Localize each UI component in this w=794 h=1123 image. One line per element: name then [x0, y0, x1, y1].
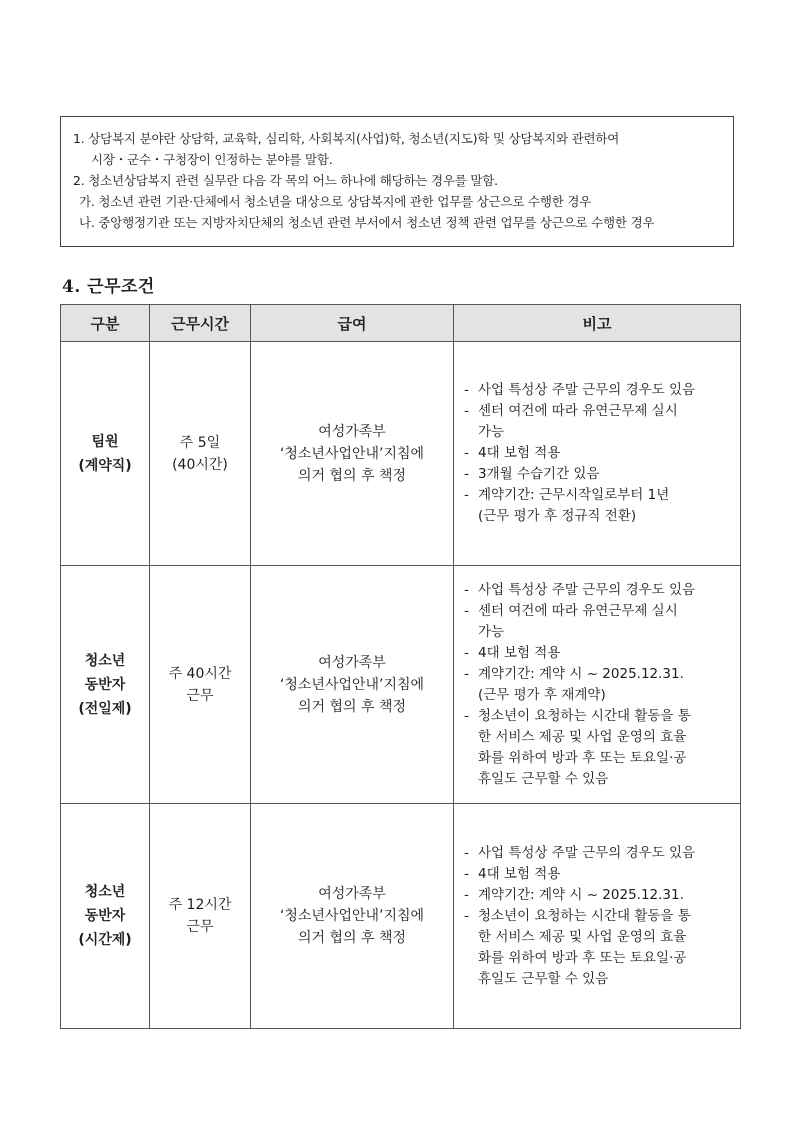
cell-role	[61, 804, 150, 1029]
remarks-list	[462, 380, 732, 527]
remark-line: - 계약기간: 계약 시 ~ 2025.12.31.	[478, 886, 684, 903]
remark-item	[462, 664, 732, 706]
cell-pay	[251, 566, 454, 804]
cell-pay	[251, 804, 454, 1029]
remark-line: 한 서비스 제공 및 사업 운영의 효율	[478, 728, 687, 745]
header-remarks: 비고	[454, 305, 741, 342]
remark-item	[462, 485, 732, 527]
remark-item	[462, 906, 732, 990]
remarks-list	[462, 843, 732, 990]
role-line: 청소년	[84, 652, 126, 669]
remark-line: - 센터 여건에 따라 유연근무제 실시	[478, 403, 678, 419]
header-pay: 급여	[251, 305, 454, 342]
cell-pay	[251, 342, 454, 566]
remark-line: - 계약기간: 근무시작일로부터 1년	[478, 487, 670, 503]
remark-line: - 사업 특성상 주말 근무의 경우도 있음	[478, 581, 696, 598]
role-line: 동반자	[84, 676, 126, 693]
remark-item	[462, 601, 732, 643]
pay-line: 의거 협의 후 책정	[297, 467, 407, 484]
remark-line: 화를 위하여 방과 후 또는 토요일·공	[478, 749, 687, 766]
remark-line: - 센터 여건에 따라 유연근무제 실시	[478, 602, 678, 619]
pay-line: ‘청소년사업안내’지침에	[279, 676, 425, 693]
remark-item	[462, 706, 732, 790]
pay-line: ‘청소년사업안내’지침에	[279, 908, 425, 924]
remark-line: - 사업 특성상 주말 근무의 경우도 있음	[478, 382, 696, 398]
remark-line: (근무 평가 후 재계약)	[478, 686, 606, 703]
note-line: 1. 상담복지 분야란 상담학, 교육학, 심리학, 사회복지(사업)학, 청소년(지도)학 및 상담복지와 관련하여	[73, 131, 620, 146]
table-row	[61, 804, 741, 1029]
remark-item	[462, 401, 732, 443]
remark-item	[462, 380, 732, 401]
remark-line: (근무 평가 후 정규직 전환)	[478, 508, 637, 524]
role-line: 청소년	[84, 884, 126, 900]
hours-line: 주 12시간	[168, 897, 232, 913]
table-header-row	[61, 305, 741, 342]
pay-line: 여성가족부	[318, 886, 386, 902]
role-line: 팀원	[91, 433, 119, 450]
role-line: (시간제)	[78, 932, 132, 948]
work-conditions-table	[60, 304, 741, 1029]
header-category: 구분	[61, 305, 150, 342]
remark-item	[462, 643, 732, 664]
remark-line: 가능	[478, 623, 505, 640]
remark-line: - 사업 특성상 주말 근무의 경우도 있음	[478, 844, 696, 861]
header-hours: 근무시간	[150, 305, 251, 342]
remark-line: - 계약기간: 계약 시 ~ 2025.12.31.	[478, 665, 684, 682]
remark-item	[462, 843, 732, 864]
remark-line: - 4대 보험 적용	[478, 644, 561, 661]
hours-line: (40시간)	[172, 456, 228, 473]
cell-role	[61, 342, 150, 566]
table-row	[61, 342, 741, 566]
cell-hours	[150, 804, 251, 1029]
pay-line: 의거 협의 후 책정	[297, 930, 407, 946]
notes-box	[60, 116, 734, 247]
remark-line: 휴일도 근무할 수 있음	[478, 970, 609, 987]
role-line: (계약직)	[78, 457, 132, 474]
remark-item	[462, 443, 732, 464]
remark-item	[462, 885, 732, 906]
remark-line: - 4대 보험 적용	[478, 445, 561, 461]
note-line: 나. 중앙행정기관 또는 지방자치단체의 청소년 관련 부서에서 청소년 정책 관련 업무를 상근으로 수행한 경우	[79, 215, 655, 230]
remark-line: - 청소년이 요청하는 시간대 활동을 통	[478, 907, 691, 924]
cell-role	[61, 566, 150, 804]
cell-remarks	[454, 342, 741, 566]
hours-line: 근무	[186, 687, 214, 704]
cell-hours	[150, 566, 251, 804]
pay-line: 여성가족부	[318, 423, 386, 440]
remark-line: 휴일도 근무할 수 있음	[478, 770, 609, 787]
remark-line: 화를 위하여 방과 후 또는 토요일·공	[478, 949, 687, 966]
cell-remarks	[454, 566, 741, 804]
remark-line: - 청소년이 요청하는 시간대 활동을 통	[478, 707, 691, 724]
note-line: 2. 청소년상담복지 관련 실무란 다음 각 목의 어느 하나에 해당하는 경우를 말함.	[73, 173, 498, 188]
table-body	[61, 342, 741, 1029]
remark-line: - 3개월 수습기간 있음	[478, 466, 600, 482]
remark-line: - 4대 보험 적용	[478, 865, 561, 882]
remark-line: 가능	[478, 424, 505, 440]
remark-item	[462, 580, 732, 601]
hours-line: 근무	[186, 919, 214, 935]
remark-item	[462, 864, 732, 885]
pay-line: 의거 협의 후 책정	[297, 698, 407, 715]
role-line: 동반자	[84, 908, 126, 924]
cell-remarks	[454, 804, 741, 1029]
table-row	[61, 566, 741, 804]
note-line: 가. 청소년 관련 기관·단체에서 청소년을 대상으로 상담복지에 관한 업무를 상근으로 수행한 경우	[79, 194, 592, 209]
pay-line: 여성가족부	[318, 654, 386, 671]
pay-line: ‘청소년사업안내’지침에	[279, 445, 425, 462]
role-line: (전일제)	[78, 700, 132, 717]
hours-line: 주 5일	[179, 434, 221, 451]
cell-hours	[150, 342, 251, 566]
remark-line: 한 서비스 제공 및 사업 운영의 효율	[478, 928, 687, 945]
remarks-list	[462, 580, 732, 790]
remark-item	[462, 464, 732, 485]
hours-line: 주 40시간	[168, 665, 232, 682]
section-title: 4. 근무조건	[62, 277, 155, 297]
note-line: 시장・군수・구청장이 인정하는 분야를 말함.	[91, 152, 333, 167]
